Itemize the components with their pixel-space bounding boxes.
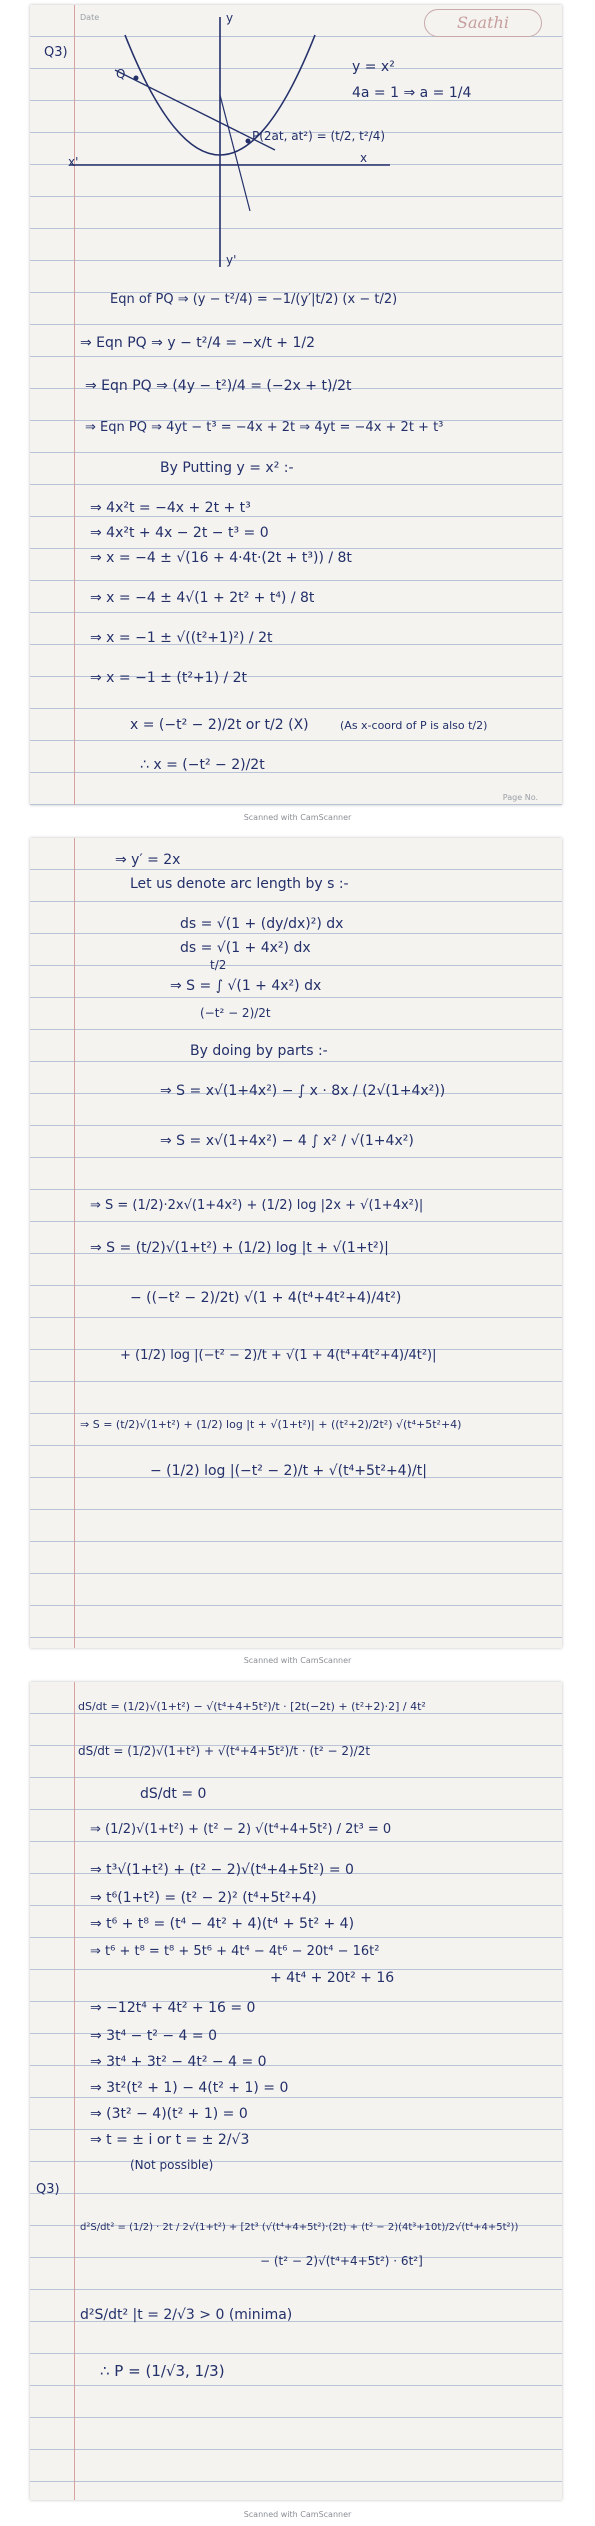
final-answer: ∴ P = (1/√3, 1/3) [100, 2362, 225, 2380]
work-line: ⇒ t = ± i or t = ± 2/√3 [90, 2132, 250, 2148]
work-line: Eqn of PQ ⇒ (y − t²/4) = −1/(y′|t/2) (x − t/2) [110, 292, 398, 307]
work-line: Let us denote arc length by s :- [130, 876, 349, 892]
work-line: x = (−t² − 2)/2t or t/2 (X) [130, 717, 309, 733]
work-line: By Putting y = x² :- [160, 460, 294, 476]
work-line: ⇒ t⁶ + t⁸ = (t⁴ − 4t² + 4)(t⁴ + 5t² + 4) [90, 1916, 355, 1932]
work-line: − (t² − 2)√(t⁴+4+5t²) · 6t²] [260, 2254, 423, 2268]
y-neg-label: y' [226, 253, 237, 267]
equation-parabola: y = x² [352, 59, 395, 75]
work-line: ∴ x = (−t² − 2)/2t [140, 757, 265, 773]
footer-text: Scanned with CamScanner [243, 2510, 352, 2519]
work-line: ⇒ S = (1/2)·2x√(1+4x²) + (1/2) log |2x + √(1+4x²)| [90, 1198, 424, 1213]
work-line: ⇒ 4x²t = −4x + 2t + t³ [90, 500, 251, 516]
work-line: ⇒ Eqn PQ ⇒ (4y − t²)/4 = (−2x + t)/2t [85, 378, 352, 394]
work-line: ⇒ x = −4 ± √(16 + 4·4t·(2t + t³)) / 8t [90, 550, 352, 566]
work-line: ⇒ −12t⁴ + 4t² + 16 = 0 [90, 2000, 256, 2016]
work-line: ⇒ Eqn PQ ⇒ 4yt − t³ = −4x + 2t ⇒ 4yt = −4x + 2t + t³ [85, 420, 444, 435]
work-line: ⇒ 4x²t + 4x − 2t − t³ = 0 [90, 525, 269, 541]
work-line: ⇒ y′ = 2x [115, 852, 181, 868]
point-q-label: Q [116, 67, 126, 81]
y-axis-label: y [226, 11, 234, 25]
work-line: ⇒ (3t² − 4)(t² + 1) = 0 [90, 2106, 248, 2122]
work-line: ⇒ t⁶ + t⁸ = t⁸ + 5t⁶ + 4t⁴ − 4t⁶ − 20t⁴ − 16t² [90, 1944, 380, 1959]
work-line: ⇒ x = −1 ± (t²+1) / 2t [90, 670, 248, 686]
work-line: ⇒ S = x√(1+4x²) − 4 ∫ x² / √(1+4x²) [160, 1133, 414, 1149]
work-line: ⇒ Eqn PQ ⇒ y − t²/4 = −x/t + 1/2 [80, 335, 315, 351]
work-line: ⇒ (1/2)√(1+t²) + (t² − 2) √(t⁴+4+5t²) / 2t³ = 0 [90, 1822, 392, 1837]
notebook-page-2 [30, 838, 562, 1648]
page-margin [74, 838, 75, 1648]
notebook-page-3 [30, 1682, 562, 2500]
brand-logo: Saathi [424, 9, 542, 37]
work-line: d²S/dt² = (1/2) · 2t / 2√(1+t²) + [2t³ (√(t⁴+4+5t²)·(2t) + (t² − 2)(4t³+10t)/2√(t⁴+4+5t²)) [80, 2222, 519, 2233]
parabola-graph [60, 15, 390, 275]
x-neg-label: x' [68, 155, 79, 169]
limit-lower: (−t² − 2)/2t [200, 1006, 271, 1020]
work-line: ⇒ S = (t/2)√(1+t²) + (1/2) log |t + √(1+t²)| + ((t²+2)/2t²) √(t⁴+5t²+4) [80, 1418, 462, 1431]
work-line: ⇒ S = (t/2)√(1+t²) + (1/2) log |t + √(1+t²)| [90, 1240, 389, 1256]
point-p-label: P(2at, at²) = (t/2, t²/4) [252, 129, 386, 143]
work-line: d²S/dt² |t = 2/√3 > 0 (minima) [80, 2307, 293, 2323]
work-line: ds = √(1 + (dy/dx)²) dx [180, 916, 344, 932]
equation-a: 4a = 1 ⇒ a = 1/4 [352, 85, 472, 101]
date-label: Date [80, 13, 100, 22]
work-line: ⇒ t³√(1+t²) + (t² − 2)√(t⁴+4+5t²) = 0 [90, 1862, 354, 1878]
x-axis-label: x [360, 151, 368, 165]
work-line: − (1/2) log |(−t² − 2)/t + √(t⁴+5t²+4)/t| [150, 1463, 427, 1479]
question-number: Q3) [44, 45, 68, 60]
work-line: ⇒ t⁶(1+t²) = (t² − 2)² (t⁴+5t²+4) [90, 1890, 317, 1906]
work-line: ⇒ x = −4 ± 4√(1 + 2t² + t⁴) / 8t [90, 590, 315, 606]
work-line: dS/dt = 0 [140, 1786, 207, 1802]
question-number: Q3) [36, 2182, 60, 2197]
work-line: dS/dt = (1/2)√(1+t²) + √(t⁴+4+5t²)/t · (t² − 2)/2t [78, 1744, 371, 1758]
limit-upper: t/2 [210, 958, 227, 972]
work-line: ⇒ S = x√(1+4x²) − ∫ x · 8x / (2√(1+4x²)) [160, 1083, 446, 1099]
work-line: ⇒ 3t⁴ − t² − 4 = 0 [90, 2028, 217, 2044]
notebook-page-1 [30, 5, 562, 805]
work-line: + 4t⁴ + 20t² + 16 [270, 1970, 395, 1986]
work-note: (Not possible) [130, 2158, 214, 2172]
work-line: + (1/2) log |(−t² − 2)/t + √(1 + 4(t⁴+4t²+4)/4t²)| [120, 1348, 437, 1363]
work-note: (As x-coord of P is also t/2) [340, 719, 488, 732]
work-line: ⇒ S = ∫ √(1 + 4x²) dx [170, 978, 322, 994]
work-line: dS/dt = (1/2)√(1+t²) − √(t⁴+4+5t²)/t · [2t(−2t) + (t²+2)·2] / 4t² [78, 1700, 426, 1713]
work-line: ⇒ 3t⁴ + 3t² − 4t² − 4 = 0 [90, 2054, 267, 2070]
page-label: Page No. [502, 793, 538, 802]
work-line: ds = √(1 + 4x²) dx [180, 940, 311, 956]
work-line: − ((−t² − 2)/2t) √(1 + 4(t⁴+4t²+4)/4t²) [130, 1290, 402, 1306]
footer-text: Scanned with CamScanner [243, 1656, 352, 1665]
footer-text: Scanned with CamScanner [243, 813, 352, 822]
work-line: By doing by parts :- [190, 1043, 328, 1059]
work-line: ⇒ x = −1 ± √((t²+1)²) / 2t [90, 630, 273, 646]
work-line: ⇒ 3t²(t² + 1) − 4(t² + 1) = 0 [90, 2080, 289, 2096]
page-margin [74, 1682, 75, 2500]
